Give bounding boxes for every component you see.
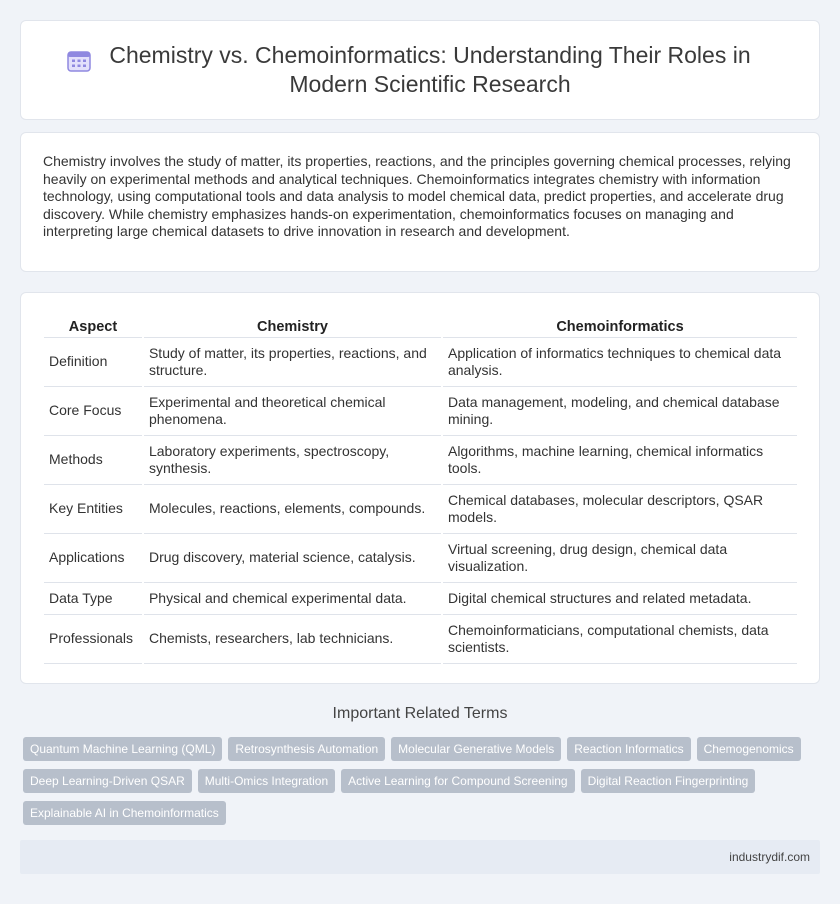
- term-tag[interactable]: Retrosynthesis Automation: [228, 737, 385, 761]
- term-tag[interactable]: Explainable AI in Chemoinformatics: [23, 801, 226, 825]
- row-aspect: Core Focus: [44, 387, 142, 436]
- row-chemoinformatics: Chemical databases, molecular descriptors, QSAR models.: [443, 485, 797, 534]
- table-row: [44, 534, 797, 583]
- row-chemistry: Study of matter, its properties, reactions, and structure.: [144, 338, 441, 387]
- header-chemoinformatics: Chemoinformatics: [443, 313, 797, 338]
- table-row: [44, 583, 797, 615]
- row-aspect: Data Type: [44, 583, 142, 615]
- term-tag[interactable]: Digital Reaction Fingerprinting: [581, 769, 756, 793]
- term-tag[interactable]: Reaction Informatics: [567, 737, 690, 761]
- term-tag[interactable]: Quantum Machine Learning (QML): [23, 737, 222, 761]
- row-chemoinformatics: Digital chemical structures and related metadata.: [443, 583, 797, 615]
- header-aspect: Aspect: [44, 313, 142, 338]
- row-chemistry: Laboratory experiments, spectroscopy, synthesis.: [144, 436, 441, 485]
- term-tag[interactable]: Molecular Generative Models: [391, 737, 561, 761]
- related-terms-list: [23, 737, 823, 833]
- row-chemistry: Experimental and theoretical chemical phenomena.: [144, 387, 441, 436]
- row-chemistry: Chemists, researchers, lab technicians.: [144, 615, 441, 664]
- row-chemoinformatics: Application of informatics techniques to chemical data analysis.: [443, 338, 797, 387]
- row-aspect: Definition: [44, 338, 142, 387]
- row-chemistry: Molecules, reactions, elements, compounds.: [144, 485, 441, 534]
- row-chemoinformatics: Virtual screening, drug design, chemical data visualization.: [443, 534, 797, 583]
- row-chemoinformatics: Algorithms, machine learning, chemical informatics tools.: [443, 436, 797, 485]
- row-aspect: Professionals: [44, 615, 142, 664]
- intro-text: Chemistry involves the study of matter, its properties, reactions, and the principles governing chemical processes, relying heavily on experimental methods and analytical techniques. Chemoinformatics integrates chemistry with information technology, using computational tools and data analysis to model chemical data, predict properties, and accelerate drug discovery. While chemistry emphasizes hands-on experimentation, chemoinformatics focuses on managing and interpreting large chemical datasets to drive innovation in research and development.: [43, 153, 791, 239]
- page-title: Chemistry vs. Chemoinformatics: Understanding Their Roles in Modern Scientific Research: [109, 42, 751, 97]
- row-chemistry: Drug discovery, material science, catalysis.: [144, 534, 441, 583]
- term-tag[interactable]: Deep Learning-Driven QSAR: [23, 769, 192, 793]
- row-aspect: Applications: [44, 534, 142, 583]
- term-tag[interactable]: Active Learning for Compound Screening: [341, 769, 574, 793]
- row-aspect: Key Entities: [44, 485, 142, 534]
- comparison-table-card: [20, 292, 820, 684]
- term-tag[interactable]: Chemogenomics: [697, 737, 801, 761]
- header-chemistry: Chemistry: [144, 313, 441, 338]
- row-aspect: Methods: [44, 436, 142, 485]
- row-chemoinformatics: Chemoinformaticians, computational chemists, data scientists.: [443, 615, 797, 664]
- row-chemistry: Physical and chemical experimental data.: [144, 583, 441, 615]
- intro-card: [20, 132, 820, 272]
- table-row: [44, 615, 797, 664]
- comparison-table: [42, 313, 799, 664]
- footer-site[interactable]: industrydif.com: [729, 850, 810, 864]
- table-row: [44, 338, 797, 387]
- related-terms-title: Important Related Terms: [332, 705, 508, 722]
- header-card: [20, 20, 820, 120]
- table-row: [44, 485, 797, 534]
- row-chemoinformatics: Data management, modeling, and chemical database mining.: [443, 387, 797, 436]
- table-row: [44, 436, 797, 485]
- term-tag[interactable]: Multi-Omics Integration: [198, 769, 335, 793]
- footer: [20, 840, 820, 874]
- table-row: [44, 387, 797, 436]
